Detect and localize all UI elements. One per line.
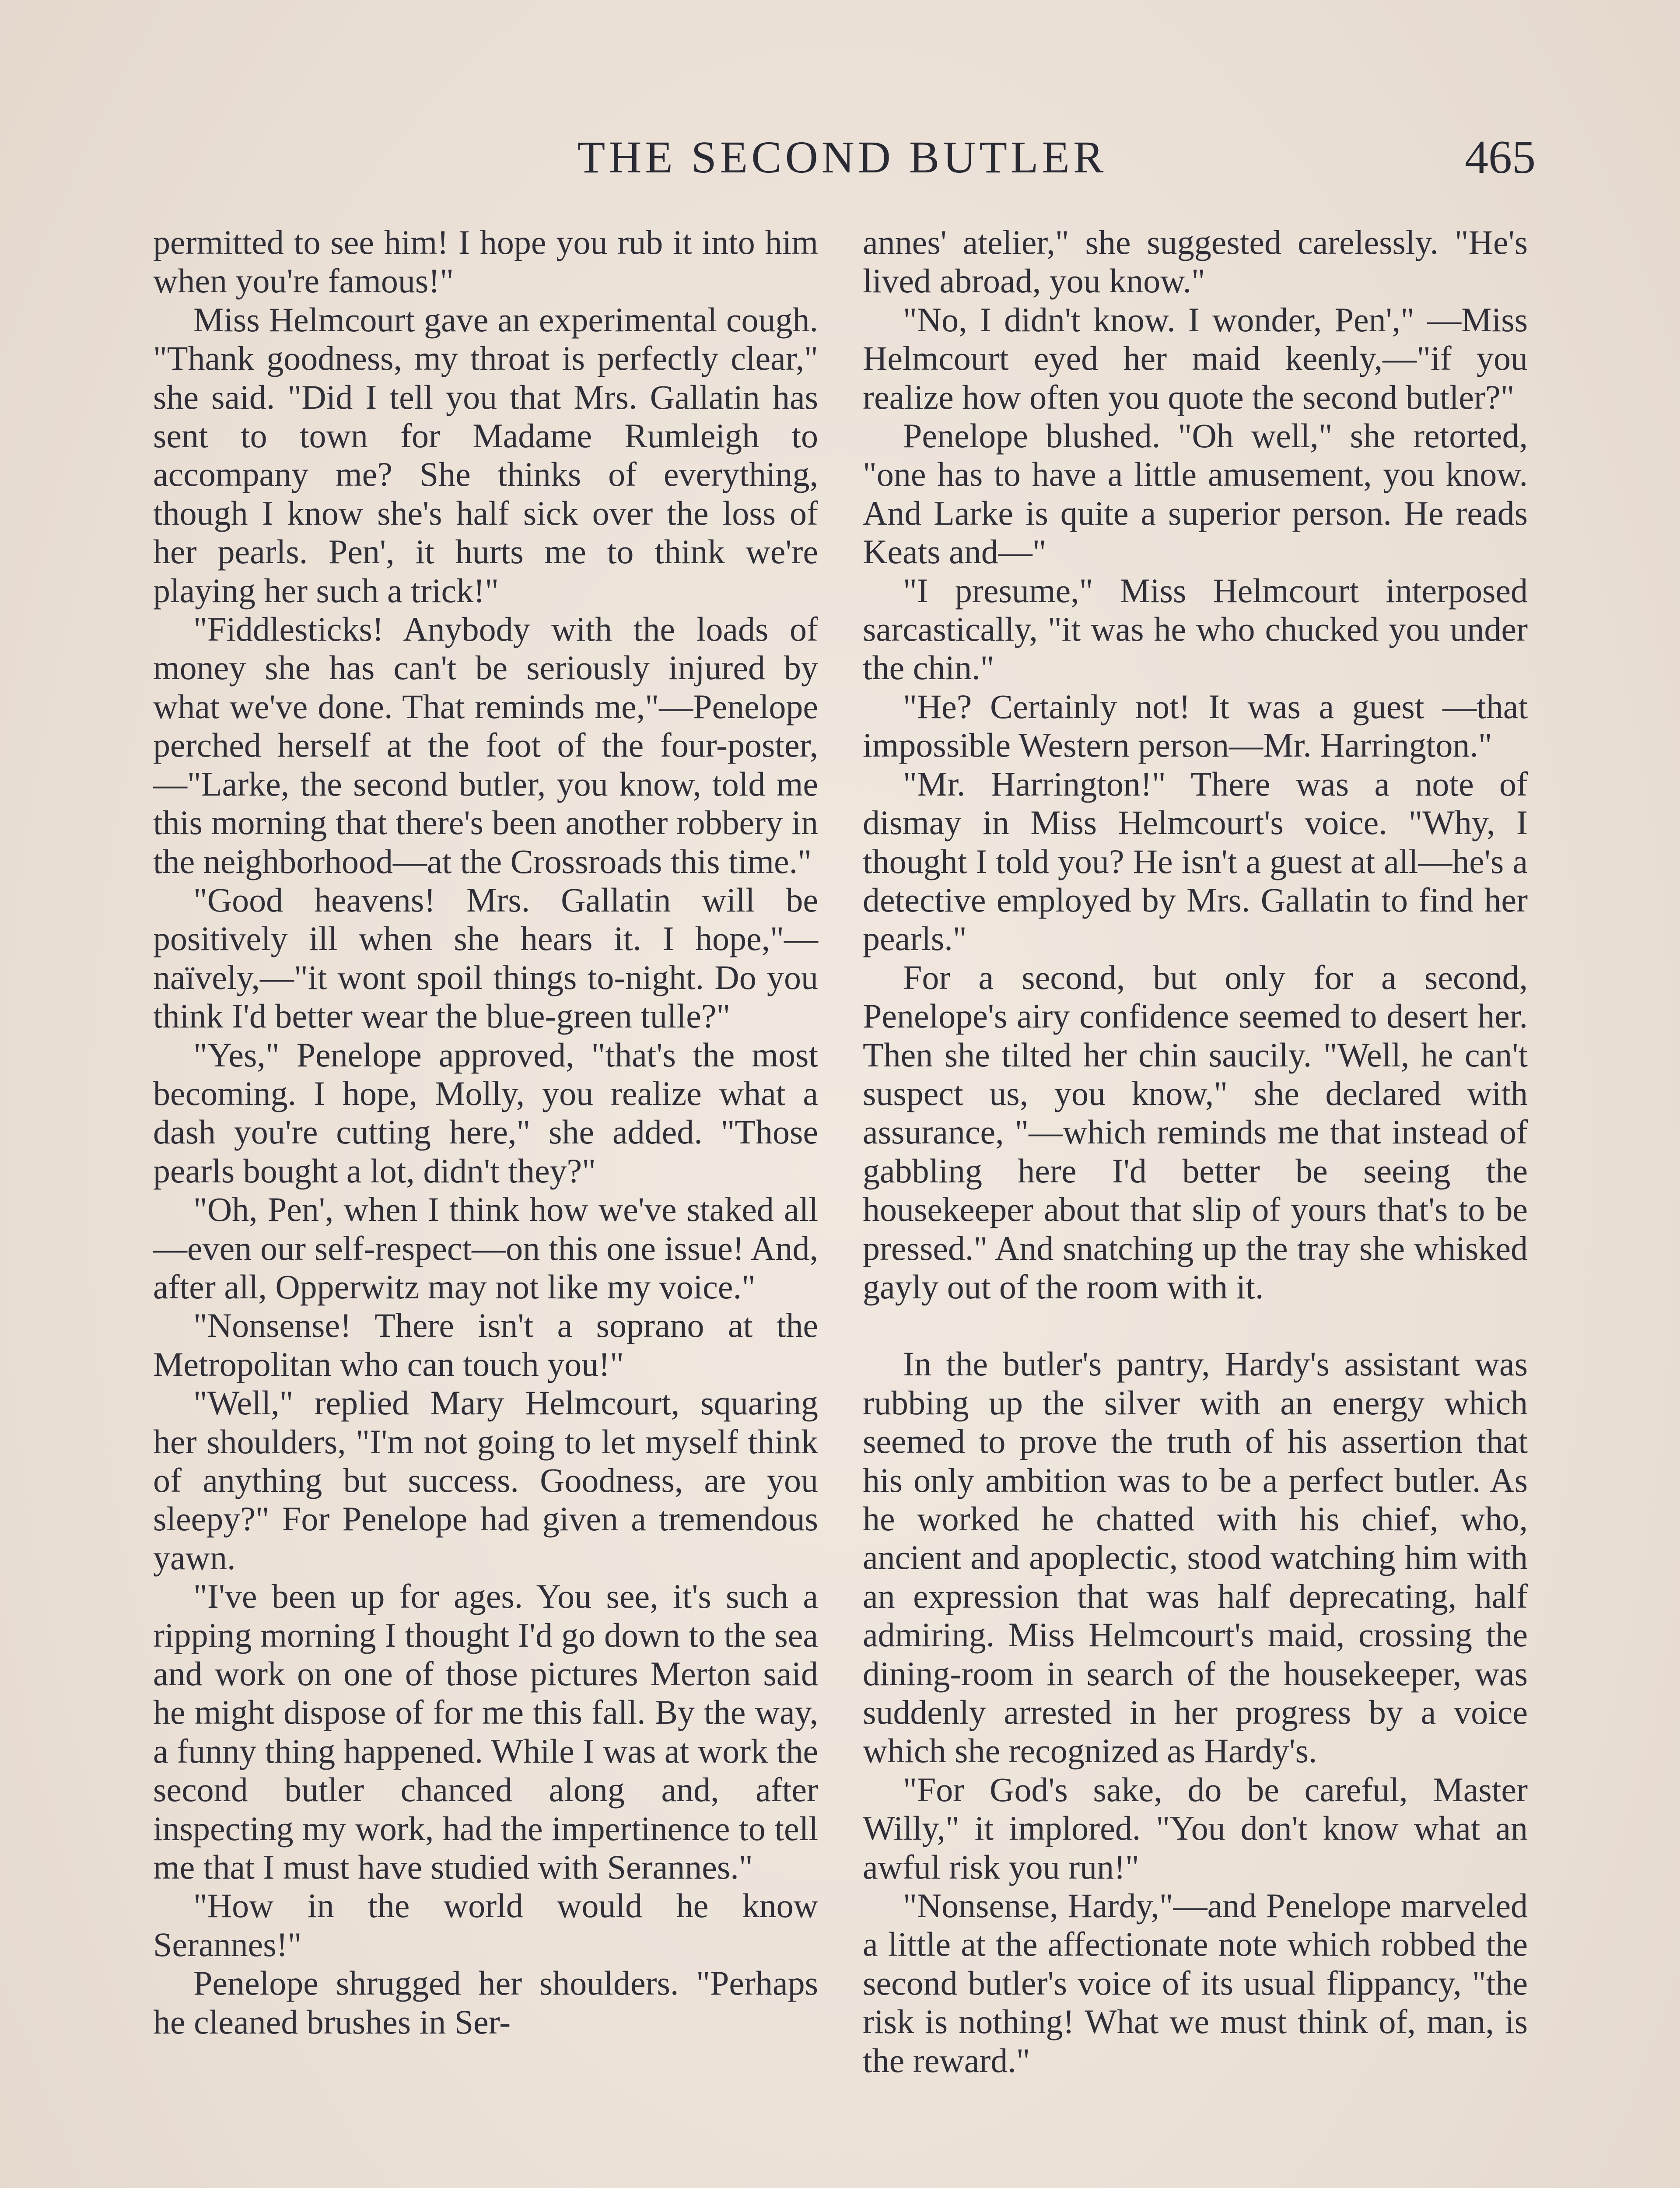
paragraph: "I've been up for ages. You see, it's such a ripping morning I thought I'd go down to the sea and work on one of those pictures Merton said he might dispose of for me this fall. By the way, a funny thing happened. While I was at work the second butler chanced along and, after inspecting my work, had the impertinence to tell me that I must have studied with Serannes." <box>153 1577 818 1886</box>
paragraph: For a second, but only for a second, Penelope's airy confidence seemed to desert her. Then she tilted her chin saucily. "Well, he can't suspect us, you know," she declared with assurance, "—which reminds me that instead of gabbling here I'd better be seeing the housekeeper about that slip of yours that's to be pressed." And snatching up the tray she whisked gayly out of the room with it. <box>863 958 1528 1306</box>
paragraph: "Yes," Penelope approved, "that's the most becoming. I hope, Molly, you realize what a dash you're cutting here," she added. "Those pearls bought a lot, didn't they?" <box>153 1035 818 1190</box>
paragraph: "Fiddlesticks! Anybody with the loads of money she has can't be seriously injured by what we've done. That reminds me,"—Penelope perched herself at the foot of the four-poster,—"Larke, the second butler, you know, told me this morning that there's been another robbery in the neighborhood—at the Crossroads this time." <box>153 610 818 880</box>
paragraph: In the butler's pantry, Hardy's assistant was rubbing up the silver with an energy which seemed to prove the truth of his assertion that his only ambition was to be a perfect butler. As he worked he chatted with his chief, who, ancient and apoplectic, stood watching him with an expression that was half deprecating, half admiring. Miss Helmcourt's maid, crossing the dining-room in search of the housekeeper, was suddenly arrested in her progress by a voice which she recognized as Hardy's. <box>863 1345 1528 1770</box>
paragraph: "Mr. Harrington!" There was a note of dismay in Miss Helmcourt's voice. "Why, I thought I told you? He isn't a guest at all—he's a detective employed by Mrs. Gallatin to find her pearls." <box>863 764 1528 958</box>
paragraph: "No, I didn't know. I wonder, Pen'," —Miss Helmcourt eyed her maid keenly,—"if you realize how often you quote the second butler?" <box>863 300 1528 416</box>
running-header <box>149 131 1536 193</box>
paragraph: "I presume," Miss Helmcourt interposed sarcastically, "it was he who chucked you under the chin." <box>863 571 1528 687</box>
paragraph: Penelope shrugged her shoulders. "Perhaps he cleaned brushes in Ser- <box>153 1964 818 2041</box>
page-number: 465 <box>1465 131 1536 183</box>
right-text-column <box>863 223 1528 2080</box>
paragraph: annes' atelier," she suggested carelessly. "He's lived abroad, you know." <box>863 223 1528 300</box>
paragraph: permitted to see him! I hope you rub it into him when you're famous!" <box>153 223 818 300</box>
paragraph: "Oh, Pen', when I think how we've staked all—even our self-respect—on this one issue! And, after all, Opperwitz may not like my voice." <box>153 1190 818 1306</box>
page-title: THE SECOND BUTLER <box>577 132 1107 182</box>
paragraph: "Nonsense, Hardy,"—and Penelope marveled a little at the affectionate note which robbed the second butler's voice of its usual flippancy, "the risk is nothing! What we must think of, man, is the reward." <box>863 1886 1528 2079</box>
paragraph: "He? Certainly not! It was a guest —that impossible Western person—Mr. Harrington." <box>863 687 1528 764</box>
paragraph: "Well," replied Mary Helmcourt, squaring her shoulders, "I'm not going to let myself think of anything but success. Goodness, are you sleepy?" For Penelope had given a tremendous yawn. <box>153 1384 818 1577</box>
paragraph: Miss Helmcourt gave an experimental cough. "Thank goodness, my throat is perfectly clear," she said. "Did I tell you that Mrs. Gallatin has sent to town for Madame Rumleigh to accompany me? She thinks of everything, though I know she's half sick over the loss of her pearls. Pen', it hurts me to think we're playing her such a trick!" <box>153 300 818 610</box>
paragraph: "Good heavens! Mrs. Gallatin will be positively ill when she hears it. I hope,"—naïvely,—"it wont spoil things to-night. Do you think I'd better wear the blue-green tulle?" <box>153 880 818 1035</box>
paragraph: "How in the world would he know Serannes!" <box>153 1886 818 1964</box>
left-text-column <box>153 223 818 2041</box>
paragraph: Penelope blushed. "Oh well," she retorted, "one has to have a little amusement, you know. And Larke is quite a superior person. He reads Keats and—" <box>863 417 1528 571</box>
paragraph: "For God's sake, do be careful, Master Willy," it implored. "You don't know what an awful risk you run!" <box>863 1770 1528 1886</box>
paragraph: "Nonsense! There isn't a soprano at the Metropolitan who can touch you!" <box>153 1306 818 1383</box>
